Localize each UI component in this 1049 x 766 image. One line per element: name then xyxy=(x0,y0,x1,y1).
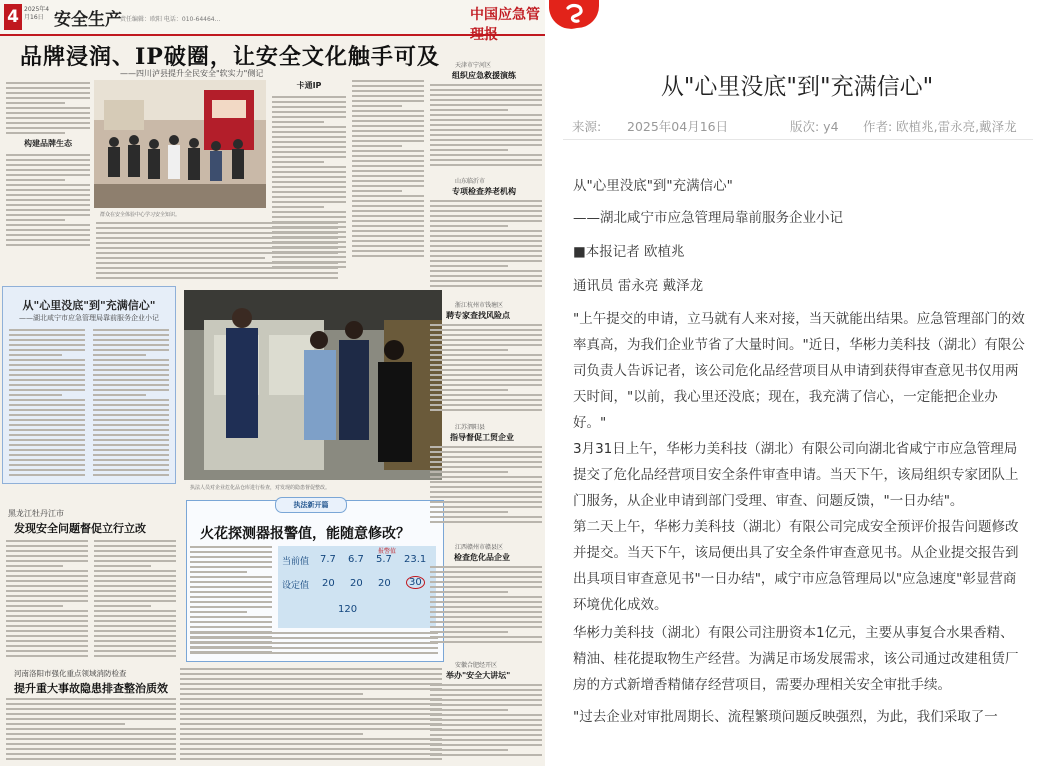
newspaper-subhead: ——四川泸县提升全民安全"软实力"侧记 xyxy=(120,69,264,78)
highlight-body xyxy=(9,329,85,479)
detector-panel-photo xyxy=(278,546,436,628)
brief-title[interactable]: 组织应急救援演练 xyxy=(452,71,516,80)
brief-kicker: 浙江杭州市钱塘区 xyxy=(455,302,504,309)
news-photo-inspection[interactable] xyxy=(184,290,442,480)
article-edition: 版次: y4 xyxy=(790,119,839,134)
brief-title[interactable]: 指导督促工贸企业 xyxy=(450,433,514,442)
news-photo-training[interactable] xyxy=(94,80,266,208)
brief-kicker: 江苏泗阳县 xyxy=(455,424,486,431)
article-paragraph: 第二天上午，华彬力美科技（湖北）有限公司完成安全预评价报告问题修改并提交。当天下午，该局便出具了安全条件审查意见书。从企业提交报告到出具项目审查意见书"一日办结"，咸宁市应急管理局以"应急速度"彰显营商环境优化成效。 xyxy=(573,519,1019,613)
brief-title[interactable]: 聘专家查找风险点 xyxy=(446,311,510,320)
article-title[interactable]: 提升重大事故隐患排查整治质效 xyxy=(14,682,168,695)
spark-article-title[interactable]: 火花探测器报警值，能随意修改？ xyxy=(200,526,410,542)
article-panel xyxy=(545,0,1049,766)
page-date: 2025年4月16日 xyxy=(24,6,50,21)
page-number: 4 xyxy=(4,4,22,30)
highlighted-article[interactable] xyxy=(2,286,176,484)
text-column xyxy=(430,84,542,170)
column-heading: 卡通IP xyxy=(296,81,322,90)
photo-caption: 群众在安全体验中心学习安全知识。 xyxy=(100,212,181,218)
brief-title[interactable]: 专项检查养老机构 xyxy=(452,187,516,196)
highlight-title: 从"心里没底"到"充满信心" xyxy=(22,299,156,312)
brief-kicker: 山东临沂市 xyxy=(455,178,486,185)
text-column xyxy=(430,200,542,294)
page-header-band xyxy=(0,0,545,43)
column-heading: 构建品牌生态 xyxy=(24,139,72,148)
photo-caption: 执法人员对企业危化品仓库进行检查，对发现的隐患督促整改。 xyxy=(190,485,331,491)
highlight-body xyxy=(93,329,169,479)
article-paragraph: 从"心里没底"到"充满信心" xyxy=(573,178,733,194)
text-column xyxy=(430,566,542,652)
text-column xyxy=(190,632,438,658)
text-column xyxy=(6,82,90,280)
panel-value: 20 xyxy=(350,578,363,589)
panel-value: 20 xyxy=(322,578,335,589)
column-badge: 执法新开篇 xyxy=(275,497,347,513)
panel-value: 7.7 xyxy=(320,554,336,565)
panel-value: 120 xyxy=(338,604,358,615)
article-kicker: 河南洛阳市强化重点领域消防检查 xyxy=(14,669,127,678)
text-column xyxy=(430,446,542,532)
article-paragraph: ——湖北咸宁市应急管理局靠前服务企业小记 xyxy=(573,210,843,226)
article-paragraph: "过去企业对审批周期长、流程繁琐问题反映强烈，为此，我们采取了一 xyxy=(573,709,998,725)
text-column xyxy=(430,684,542,764)
panel-value: 30 xyxy=(406,576,425,589)
article-paragraph: 通讯员 雷永亮 戴泽龙 xyxy=(573,278,704,294)
article-paragraph: "上午提交的申请，立马就有人来对接，当天就能出结果。应急管理部门的效率真高，为我们企业节省了大量时间。"近日，华彬力美科技（湖北）有限公司负责人告诉记者，该公司危化品经营项目从申请到获得审查意见书仅用两天时间，"以前，我心里还没底；现在，我充满了信心，一定能把企业办好。" xyxy=(573,311,1025,431)
page-meta: 责任编辑：欧阳 电话：010-64464... xyxy=(120,16,221,23)
panel-value: 23.1 xyxy=(404,554,427,565)
article-kicker: 黑龙江牡丹江市 xyxy=(8,509,64,518)
newspaper-headline[interactable]: 品牌浸润、IP破圈，让安全文化触手可及 xyxy=(20,44,440,70)
brief-title[interactable]: 举办"安全大讲坛" xyxy=(446,671,511,680)
masthead: 中国应急管理报 xyxy=(470,7,540,43)
text-column xyxy=(430,324,542,418)
text-column xyxy=(180,668,442,764)
panel-value: 6.7 xyxy=(348,554,364,565)
brief-kicker: 天津市宁河区 xyxy=(455,62,492,69)
article-authors: 作者: 欧植兆,雷永亮,戴泽龙 xyxy=(863,119,1017,134)
text-column xyxy=(6,698,176,764)
brief-title[interactable]: 检查危化品企业 xyxy=(454,553,510,562)
text-column xyxy=(352,80,424,280)
panel-label: 设定值 xyxy=(282,581,310,591)
brief-kicker: 安徽合肥经开区 xyxy=(455,662,498,669)
article-date: 2025年04月16日 xyxy=(627,119,729,134)
text-column xyxy=(94,540,176,660)
article-paragraph: 华彬力美科技（湖北）有限公司注册资本1亿元，主要从事复合水果香精、精油、桂花提取物生产经营。为满足市场发展需求，该公司通过改建租赁厂房的方式新增香精储存经营项目，需要办理相关安全审批手续。 xyxy=(573,625,1019,693)
panel-value: 20 xyxy=(378,578,391,589)
article-title[interactable]: 发现安全问题督促立行立改 xyxy=(14,522,146,535)
panel-value: 5.7 xyxy=(376,554,392,565)
highlight-subtitle: ——湖北咸宁市应急管理局靠前服务企业小记 xyxy=(19,314,159,322)
article-paragraph: 3月31日上午，华彬力美科技（湖北）有限公司向湖北省咸宁市应急管理局提交了危化品经营项目安全条件审查申请。当天下午，该局组织专家团队上门服务，从企业申请到部门受理、审查、问题反馈，"一日办结"。 xyxy=(573,441,1019,509)
meta-divider xyxy=(563,139,1033,140)
text-column xyxy=(6,540,88,660)
article-source-label: 来源: xyxy=(572,119,602,134)
brief-kicker: 江西赣州市赣县区 xyxy=(455,544,504,551)
panel-label: 当前值 xyxy=(282,557,310,567)
app-logo-icon[interactable] xyxy=(549,0,599,30)
page-section: 安全生产 xyxy=(54,10,122,30)
text-column xyxy=(96,222,338,282)
panel-label: 报警值 xyxy=(378,548,397,555)
article-title: 从"心里没底"到"充满信心" xyxy=(660,74,934,100)
article-paragraph: ■本报记者 欧植兆 xyxy=(573,244,685,260)
